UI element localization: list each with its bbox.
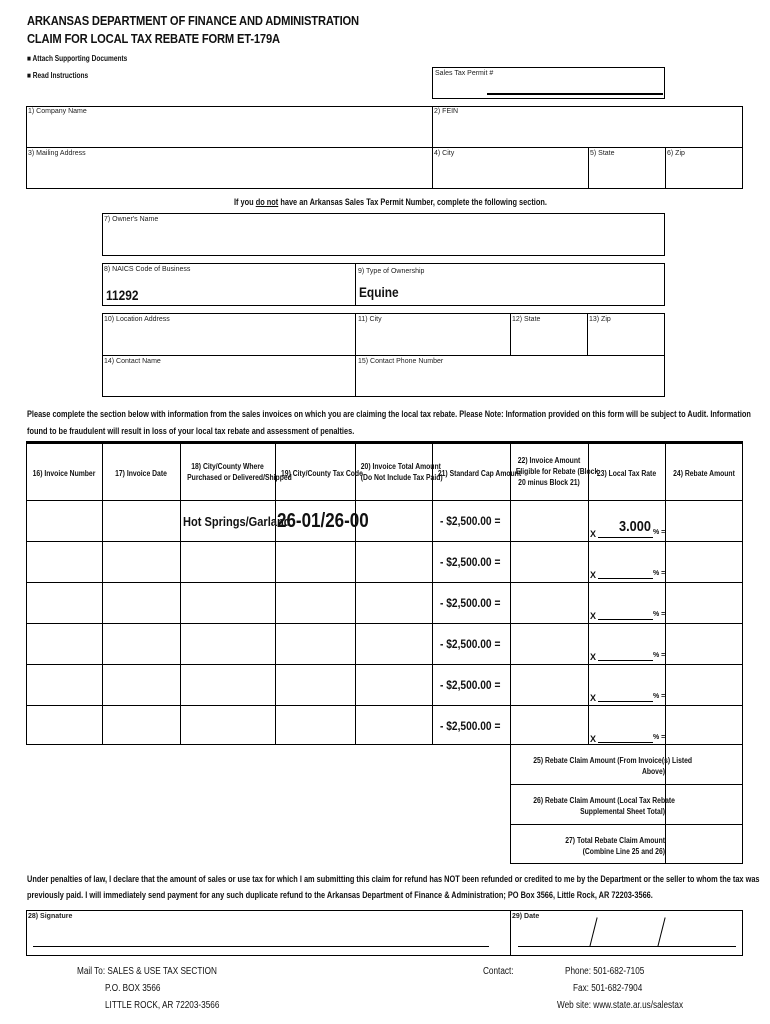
row2-cap: - $2,500.00 = bbox=[440, 555, 501, 569]
mail-to-line1: Mail To: SALES & USE TAX SECTION bbox=[77, 966, 217, 977]
signature-row bbox=[26, 910, 743, 956]
mailing-address-label: 3) Mailing Address bbox=[28, 150, 86, 157]
contact-phone-label: 15) Contact Phone Number bbox=[358, 358, 444, 365]
owner-name-field[interactable] bbox=[102, 213, 665, 256]
company-name-label: 1) Company Name bbox=[28, 108, 87, 115]
header-city-county: 18) City/County Where Purchased or Delivered/Shipped bbox=[187, 462, 292, 482]
agency-title: ARKANSAS DEPARTMENT OF FINANCE AND ADMINISTRATION bbox=[27, 13, 359, 28]
header-invoice-number: 16) Invoice Number bbox=[32, 469, 96, 478]
row1-rate-x: X bbox=[590, 529, 597, 539]
declaration-line1: Under penalties of law, I declare that the amount of sales or use tax for which I am submitting this claim for refund has NOT been refunded or credited to me by the Department or the seller to whom the tax was bbox=[27, 874, 760, 884]
city-label: 4) City bbox=[434, 150, 455, 157]
invoice-table bbox=[26, 443, 743, 745]
bullet-attach: ■ Attach Supporting Documents bbox=[27, 54, 128, 63]
naics-label: 8) NAICS Code of Business bbox=[104, 266, 191, 273]
row3-rate-x: X bbox=[590, 611, 597, 621]
row5-cap: - $2,500.00 = bbox=[440, 678, 501, 692]
zip-label: 6) Zip bbox=[667, 150, 685, 157]
row6-rate-x: X bbox=[590, 734, 597, 744]
sales-tax-permit-field[interactable] bbox=[432, 67, 665, 99]
address-row bbox=[26, 147, 743, 189]
row6-cap: - $2,500.00 = bbox=[440, 719, 501, 733]
row1-pct: % = bbox=[653, 529, 666, 536]
row1-tax-code[interactable]: 26-01/26-00 bbox=[277, 510, 369, 532]
row1-city-county[interactable]: Hot Springs/Garland bbox=[183, 514, 291, 529]
notice-line2: found to be fraudulent will result in loss of your local tax rebate and assessment of penalties. bbox=[27, 426, 355, 436]
fax-number: Fax: 501-682-7904 bbox=[573, 983, 643, 994]
header-local-rate: 23) Local Tax Rate bbox=[596, 469, 657, 478]
contact-label: Contact: bbox=[483, 966, 514, 977]
row6-pct: % = bbox=[653, 734, 666, 741]
header-rebate-amount: 24) Rebate Amount bbox=[673, 469, 735, 478]
date-line[interactable] bbox=[518, 946, 736, 947]
row3-pct: % = bbox=[653, 611, 666, 618]
date-label: 29) Date bbox=[512, 913, 540, 920]
location-label: 10) Location Address bbox=[104, 316, 170, 323]
mail-to-line3: LITTLE ROCK, AR 72203-3566 bbox=[105, 1000, 220, 1011]
notice-line1: Please complete the section below with information from the sales invoices on which you are claiming the local tax rebate. Please Note: Information provided on this form will be subject to Audit. Information bbox=[27, 409, 751, 419]
row5-pct: % = bbox=[653, 693, 666, 700]
no-permit-instruction: If you do not have an Arkansas Sales Tax Permit Number, complete the following section. bbox=[234, 197, 547, 207]
row2-rate-x: X bbox=[590, 570, 597, 580]
ownership-value[interactable]: Equine bbox=[359, 284, 399, 300]
line26-label: 26) Rebate Claim Amount (Local Tax Rebate Supplemental Sheet Total) bbox=[533, 796, 675, 816]
signature-line[interactable] bbox=[33, 946, 489, 947]
location-zip-label: 13) Zip bbox=[589, 316, 611, 323]
state-label: 5) State bbox=[590, 150, 615, 157]
ownership-label: 9) Type of Ownership bbox=[358, 268, 425, 275]
permit-underline bbox=[487, 93, 663, 95]
row1-rate-value[interactable]: 3.000 bbox=[619, 518, 651, 535]
header-tax-code: 19) City/County Tax Code bbox=[281, 469, 363, 478]
header-invoice-total: 20) Invoice Total Amount (Do Not Include Tax Paid) bbox=[360, 462, 443, 482]
line27-label: 27) Total Rebate Claim Amount (Combine Line 25 and 26) bbox=[565, 836, 665, 856]
row2-pct: % = bbox=[653, 570, 666, 577]
header-eligible-amount: 22) Invoice Amount Eligible for Rebate (Block 20 minus Block 21) bbox=[515, 456, 599, 487]
fein-label: 2) FEIN bbox=[434, 108, 459, 115]
row4-rate-x: X bbox=[590, 652, 597, 662]
location-row bbox=[102, 313, 665, 356]
location-city-label: 11) City bbox=[358, 316, 382, 323]
naics-value[interactable]: 11292 bbox=[106, 287, 139, 303]
row5-rate-x: X bbox=[590, 693, 597, 703]
location-state-label: 12) State bbox=[512, 316, 541, 323]
row3-cap: - $2,500.00 = bbox=[440, 596, 501, 610]
row4-cap: - $2,500.00 = bbox=[440, 637, 501, 651]
phone-number: Phone: 501-682-7105 bbox=[565, 966, 645, 977]
sales-tax-permit-label: Sales Tax Permit # bbox=[435, 70, 494, 77]
header-cap-amount: 21) Standard Cap Amount bbox=[437, 469, 522, 478]
mail-to-line2: P.O. BOX 3566 bbox=[105, 983, 161, 994]
row4-pct: % = bbox=[653, 652, 666, 659]
bullet-read: ■ Read Instructions bbox=[27, 71, 89, 80]
website-link[interactable]: Web site: www.state.ar.us/salestax bbox=[557, 1000, 684, 1011]
form-title: CLAIM FOR LOCAL TAX REBATE FORM ET-179A bbox=[27, 31, 280, 46]
owner-name-label: 7) Owner's Name bbox=[104, 216, 159, 223]
contact-name-label: 14) Contact Name bbox=[104, 358, 161, 365]
header-invoice-date: 17) Invoice Date bbox=[115, 469, 167, 478]
declaration-line2: previously paid. I will immediately send payment for any such duplicate refund to the Arkansas Department of Finance & Administration; PO Box 3566, Little Rock, AR 72203-3566. bbox=[27, 890, 653, 900]
line25-label: 25) Rebate Claim Amount (From Invoice(s) Listed Above) bbox=[533, 756, 693, 776]
company-row bbox=[26, 106, 743, 148]
signature-label: 28) Signature bbox=[28, 913, 73, 920]
row1-cap: - $2,500.00 = bbox=[440, 514, 501, 528]
